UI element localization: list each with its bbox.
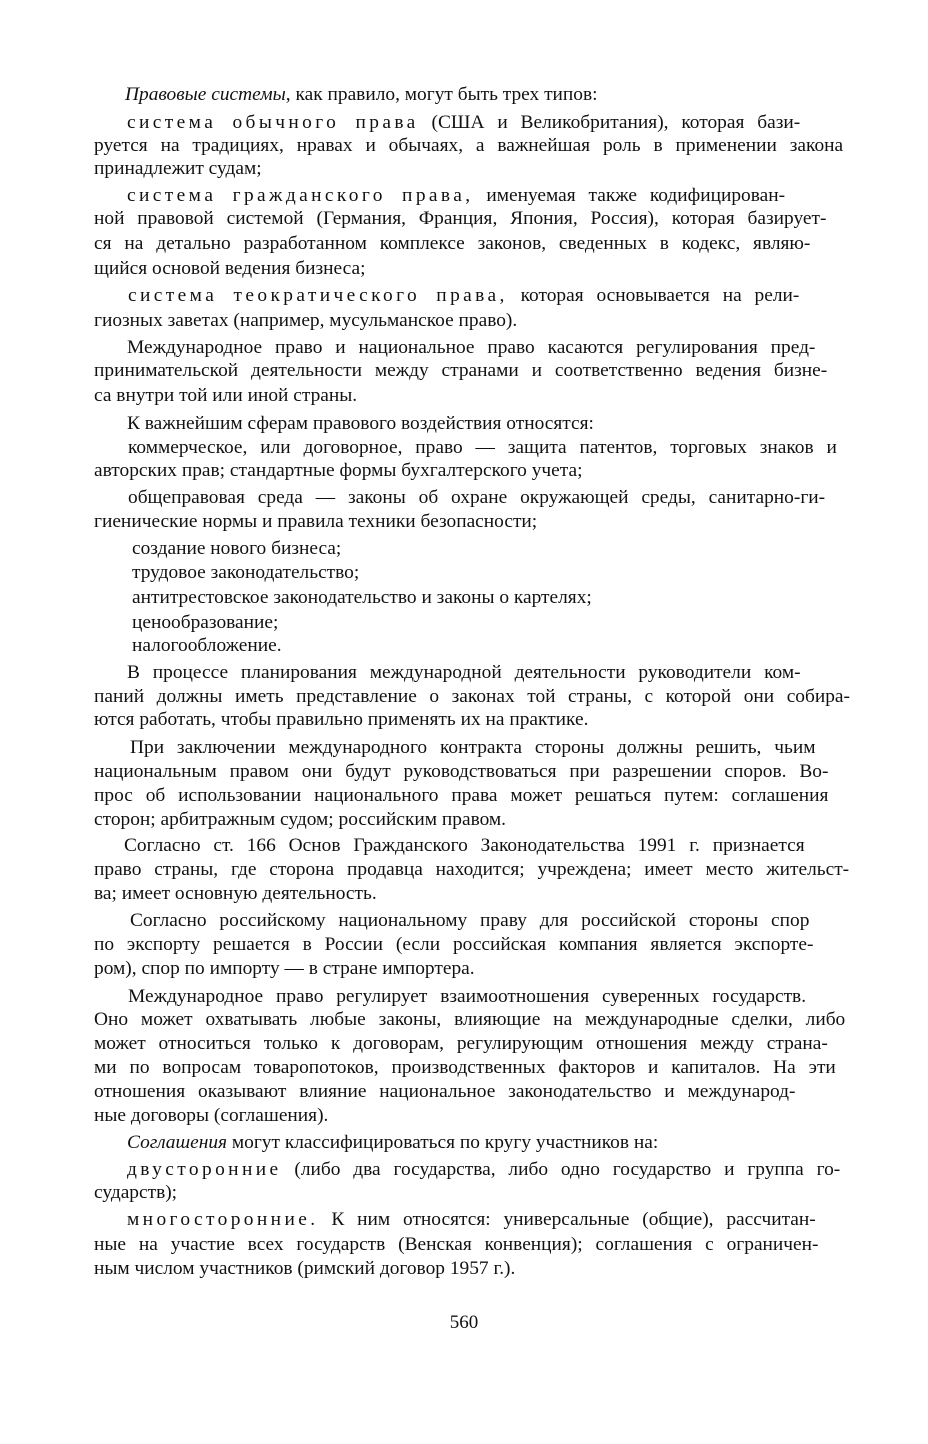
text-line xyxy=(94,257,365,281)
text-line xyxy=(94,309,517,333)
text-run: по экспорту решается в России (если российская компания является экспорте- xyxy=(94,934,814,955)
text-line xyxy=(94,1008,845,1032)
text-run: ные на участие всех государств (Венская конвенция); соглашения с ограничен- xyxy=(94,1234,819,1255)
text-line xyxy=(94,232,810,256)
text-line xyxy=(127,661,801,685)
text-line xyxy=(128,486,825,510)
text-line xyxy=(127,1208,816,1232)
text-line xyxy=(94,808,506,832)
text-line xyxy=(132,634,282,658)
text-run: сударств); xyxy=(94,1182,178,1203)
text-line xyxy=(94,1181,177,1205)
italic-term: Соглашения xyxy=(127,1132,228,1153)
text-line xyxy=(124,834,805,858)
text-line xyxy=(94,933,813,957)
text-line xyxy=(132,611,278,635)
text-line xyxy=(127,184,785,208)
text-line xyxy=(94,1104,328,1128)
text-run: национальным правом они будут руководствоваться при разрешении споров. Во- xyxy=(94,761,829,782)
text-line xyxy=(94,1080,796,1104)
text-line xyxy=(94,685,850,709)
text-run: прос об использовании национального права может решаться путем: соглашения xyxy=(94,785,829,806)
text-run: Согласно ст. 166 Основ Гражданского Законодательства 1991 г. признается xyxy=(124,835,805,856)
text-line xyxy=(127,1158,840,1182)
text-run: ми по вопросам товаропотоков, производственных факторов и капиталов. На эти xyxy=(94,1057,836,1078)
text-line xyxy=(94,784,828,808)
text-run: трудовое законодательство; xyxy=(132,562,360,583)
text-run: Оно может охватывать любые законы, влияющие на международные сделки, либо xyxy=(94,1009,846,1030)
text-line xyxy=(130,909,809,933)
spaced-term: многосторонние. xyxy=(127,1209,319,1230)
text-run: ценообразование; xyxy=(132,612,279,633)
text-run: гиенические нормы и правила техники безопасности; xyxy=(94,511,538,532)
text-line xyxy=(94,708,588,732)
text-run: ным числом участников (римский договор 1957 г.). xyxy=(94,1258,516,1279)
text-line xyxy=(94,1056,836,1080)
text-run: ются работать, чтобы правильно применять их на практике. xyxy=(94,709,589,730)
text-line xyxy=(125,83,598,107)
spaced-term: система обычного права xyxy=(127,112,419,133)
text-run: отношения оказывают влияние национальное законодательство и международ- xyxy=(94,1081,796,1102)
text-run: К ним относятся: универсальные (общие), рассчитан- xyxy=(318,1209,816,1230)
text-line xyxy=(94,858,849,882)
text-run: щийся основой ведения бизнеса; xyxy=(94,258,366,279)
text-line xyxy=(94,157,262,181)
text-line xyxy=(94,1233,819,1257)
text-line xyxy=(94,207,826,231)
italic-term: Правовые системы xyxy=(125,84,286,105)
text-line xyxy=(94,760,828,784)
text-run: налогообложение. xyxy=(132,635,282,656)
text-line xyxy=(128,436,837,460)
text-run: коммерческое, или договорное, право — защита патентов, торговых знаков и xyxy=(128,437,837,458)
text-run: руется на традициях, нравах и обычаях, а важнейшая роль в применении закона xyxy=(94,135,844,156)
text-run: , как правило, могут быть трех типов: xyxy=(285,84,598,105)
text-line xyxy=(94,134,843,158)
text-run: В процессе планирования международной деятельности руководители ком- xyxy=(127,662,801,683)
text-run: сторон; арбитражным судом; российским правом. xyxy=(94,809,507,830)
page-number: 560 xyxy=(449,1312,479,1333)
text-run: ва; имеет основную деятельность. xyxy=(94,883,377,904)
text-run: могут классифицироваться по кругу участников на: xyxy=(227,1132,659,1153)
text-line xyxy=(127,1131,658,1155)
text-run: паний должны иметь представление о законах той страны, с которой они собира- xyxy=(94,686,850,707)
text-run: К важнейшим сферам правового воздействия относятся: xyxy=(127,413,594,434)
text-line xyxy=(94,384,357,408)
text-line xyxy=(132,586,592,610)
text-line xyxy=(127,412,594,436)
text-run: может относиться только к договорам, регулирующим отношения между страна- xyxy=(94,1033,828,1054)
text-run: именуемая также кодифицирован- xyxy=(473,185,786,206)
text-line xyxy=(127,336,815,360)
text-line xyxy=(132,537,341,561)
text-line xyxy=(94,459,582,483)
text-line xyxy=(94,957,475,981)
text-run: создание нового бизнеса; xyxy=(132,538,342,559)
text-line xyxy=(94,510,537,534)
text-run: которая основывается на рели- xyxy=(507,285,800,306)
text-run: право страны, где сторона продавца находится; учреждена; имеет место жительст- xyxy=(94,859,850,880)
text-line xyxy=(127,111,800,135)
text-run: авторских прав; стандартные формы бухгалтерского учета; xyxy=(94,460,583,481)
text-run: антитрестовское законодательство и законы о картелях; xyxy=(132,587,592,608)
text-run: са внутри той или иной страны. xyxy=(94,385,358,406)
text-run: ром), спор по импорту — в стране импортера. xyxy=(94,958,475,979)
text-run: Международное право регулирует взаимоотношения суверенных государств. xyxy=(128,986,807,1007)
spaced-term: двусторонние xyxy=(127,1159,282,1180)
text-line xyxy=(94,882,377,906)
text-run: При заключении международного контракта стороны должны решить, чьим xyxy=(130,737,816,758)
text-line xyxy=(94,359,827,383)
text-run: принадлежит судам; xyxy=(94,158,262,179)
text-run: принимательской деятельности между странами и соответственно ведения бизне- xyxy=(94,360,828,381)
text-run: Международное право и национальное право касаются регулирования пред- xyxy=(127,337,816,358)
text-run: ся на детально разработанном комплексе законов, сведенных в кодекс, являю- xyxy=(94,233,811,254)
text-run: гиозных заветах (например, мусульманское право). xyxy=(94,310,518,331)
text-run: ной правовой системой (Германия, Франция, Япония, Россия), которая базирует- xyxy=(94,208,827,229)
text-line xyxy=(132,561,359,585)
text-run: Согласно российскому национальному праву для российской стороны спор xyxy=(130,910,810,931)
text-run: ные договоры (соглашения). xyxy=(94,1105,329,1126)
spaced-term: система теократического права, xyxy=(128,285,508,306)
text-line xyxy=(128,985,806,1009)
text-run: общеправовая среда — законы об охране окружающей среды, санитарно-ги- xyxy=(128,487,826,508)
text-run: (либо два государства, либо одно государство и группа го- xyxy=(281,1159,841,1180)
text-line xyxy=(130,736,815,760)
text-line xyxy=(128,284,799,308)
text-line xyxy=(94,1257,515,1281)
text-line xyxy=(94,1032,828,1056)
spaced-term: системa гражданского права, xyxy=(127,185,474,206)
text-run: (США и Великобритания), которая бази- xyxy=(418,112,801,133)
